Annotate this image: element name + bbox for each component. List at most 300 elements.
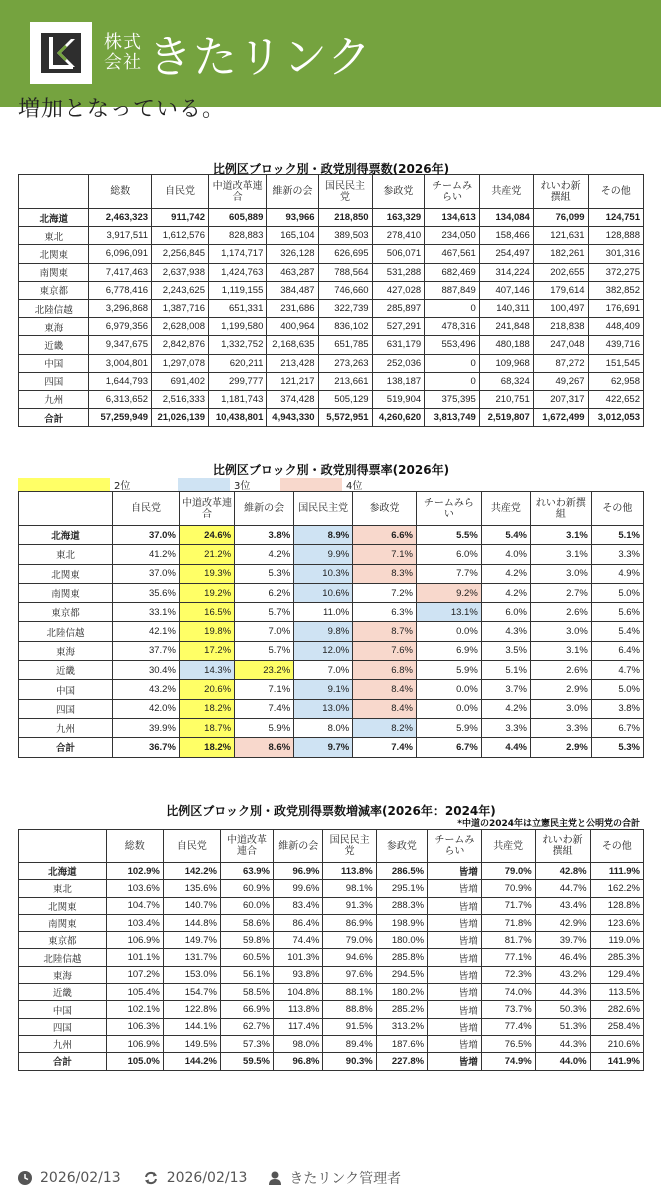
change-table	[18, 829, 644, 1071]
table-cell: 5.1%	[481, 661, 530, 680]
table-cell: 8.2%	[353, 718, 417, 737]
table-cell: 2,516,333	[152, 390, 209, 408]
table-cell: 42.0%	[113, 699, 180, 718]
table-cell: 73.7%	[481, 1001, 535, 1018]
row-label: 九州	[19, 390, 89, 408]
table-row	[19, 318, 644, 336]
table-cell: 皆増	[428, 1035, 482, 1052]
table-cell: 134,613	[425, 209, 480, 227]
table-cell: 103.4%	[106, 914, 163, 931]
legend-swatch-3rd	[178, 478, 230, 491]
table-cell: 3,004,801	[89, 354, 152, 372]
table-cell: 3.0%	[531, 564, 592, 583]
table-cell: 43.2%	[113, 680, 180, 699]
column-header: 自民党	[113, 492, 180, 526]
table-cell: 71.8%	[481, 914, 535, 931]
table-cell: 6.4%	[591, 641, 643, 660]
table-cell: 86.9%	[323, 914, 376, 931]
table-row	[19, 526, 644, 545]
table-row	[19, 545, 644, 564]
table-cell: 86.4%	[273, 914, 322, 931]
votes-table-section	[18, 160, 644, 427]
author-name: きたリンク管理者	[289, 1171, 402, 1187]
column-header	[19, 492, 113, 526]
table-cell: 60.5%	[220, 949, 273, 966]
user-icon	[269, 1171, 281, 1185]
table-cell: 106.9%	[106, 1035, 163, 1052]
table-row	[19, 245, 644, 263]
column-header	[19, 175, 89, 209]
table-row	[19, 299, 644, 317]
table-row	[19, 1001, 644, 1018]
table-cell: 5.5%	[416, 526, 481, 545]
table-cell: 皆増	[428, 932, 482, 949]
table-cell: 4.2%	[481, 699, 530, 718]
row-label: 東北	[19, 545, 113, 564]
table-cell: 44.3%	[535, 984, 590, 1001]
table-cell: 8.6%	[235, 738, 294, 757]
table-cell: 2.9%	[531, 680, 592, 699]
table-cell: 89.4%	[323, 1035, 376, 1052]
column-header: れいわ新撰組	[533, 175, 588, 209]
row-label: 九州	[19, 1035, 107, 1052]
table-cell: 144.1%	[163, 1018, 220, 1035]
table-header-row	[19, 830, 644, 863]
table-cell: 149.5%	[163, 1035, 220, 1052]
table-cell: 6,313,652	[89, 390, 152, 408]
table-cell: 12.0%	[294, 641, 353, 660]
author[interactable]	[269, 1168, 401, 1188]
table-cell: 2.7%	[531, 583, 592, 602]
column-header: 国民民主党	[318, 175, 372, 209]
table-cell: 91.5%	[323, 1018, 376, 1035]
table-cell: 20.6%	[179, 680, 234, 699]
table-cell: 79.0%	[323, 932, 376, 949]
table-cell: 227.8%	[376, 1053, 427, 1070]
column-header: れいわ新撰組	[535, 830, 590, 863]
table-cell: 299,777	[208, 372, 266, 390]
table-cell: 467,561	[425, 245, 480, 263]
table-row	[19, 699, 644, 718]
table-cell: 93,966	[267, 209, 318, 227]
row-label: 東京都	[19, 932, 107, 949]
legend-label-2nd: 2位	[114, 480, 131, 492]
table-row	[19, 641, 644, 660]
table-cell: 4.7%	[591, 661, 643, 680]
row-label: 近畿	[19, 661, 113, 680]
table-cell: 326,128	[267, 245, 318, 263]
table-cell: 2,243,625	[152, 281, 209, 299]
table-cell: 6.7%	[591, 718, 643, 737]
table-cell: 10.3%	[294, 564, 353, 583]
table-cell: 6,778,416	[89, 281, 152, 299]
table-cell: 8.0%	[294, 718, 353, 737]
column-header: チームみらい	[416, 492, 481, 526]
table-cell: 17.2%	[179, 641, 234, 660]
votes-table-title: 比例区ブロック別・政党別得票数(2026年)	[212, 162, 450, 176]
table-cell: 505,129	[318, 390, 372, 408]
table-cell: 124,751	[588, 209, 643, 227]
table-cell: 691,402	[152, 372, 209, 390]
table-cell: 16.5%	[179, 603, 234, 622]
row-label: 四国	[19, 699, 113, 718]
table-cell: 5.4%	[481, 526, 530, 545]
table-cell: 138,187	[372, 372, 425, 390]
table-cell: 37.0%	[113, 526, 180, 545]
table-cell: 400,964	[267, 318, 318, 336]
row-label: 北関東	[19, 245, 89, 263]
table-cell: 4,260,620	[372, 409, 425, 427]
table-cell: 9.9%	[294, 545, 353, 564]
table-row	[19, 409, 644, 427]
table-cell: 128,888	[588, 227, 643, 245]
table-cell: 5.1%	[591, 526, 643, 545]
table-cell: 121,631	[533, 227, 588, 245]
table-cell: 553,496	[425, 336, 480, 354]
table-cell: 9.1%	[294, 680, 353, 699]
table-cell: 6.2%	[235, 583, 294, 602]
table-cell: 506,071	[372, 245, 425, 263]
table-cell: 2,628,008	[152, 318, 209, 336]
table-cell: 234,050	[425, 227, 480, 245]
table-cell: 36.7%	[113, 738, 180, 757]
table-cell: 104.8%	[273, 984, 322, 1001]
table-cell: 2,168,635	[267, 336, 318, 354]
table-cell: 131.7%	[163, 949, 220, 966]
table-cell: 91.3%	[323, 897, 376, 914]
table-cell: 210,751	[479, 390, 533, 408]
table-cell: 50.3%	[535, 1001, 590, 1018]
table-cell: 4.3%	[481, 622, 530, 641]
table-cell: 141.9%	[590, 1053, 643, 1070]
column-header: 中道改革連合	[220, 830, 273, 863]
table-cell: 72.3%	[481, 966, 535, 983]
table-row	[19, 738, 644, 757]
row-label: 北陸信越	[19, 949, 107, 966]
table-cell: 7.2%	[353, 583, 417, 602]
table-cell: 285.3%	[590, 949, 643, 966]
table-cell: 58.6%	[220, 914, 273, 931]
table-cell: 2,637,938	[152, 263, 209, 281]
table-cell: 2.6%	[531, 661, 592, 680]
table-cell: 158,466	[479, 227, 533, 245]
table-cell: 皆増	[428, 914, 482, 931]
table-cell: 5.3%	[235, 564, 294, 583]
row-label: 東海	[19, 318, 89, 336]
table-cell: 71.7%	[481, 897, 535, 914]
table-cell: 144.8%	[163, 914, 220, 931]
table-cell: 1,119,155	[208, 281, 266, 299]
column-header: その他	[591, 492, 643, 526]
row-label: 合計	[19, 738, 113, 757]
table-cell: 13.1%	[416, 603, 481, 622]
table-cell: 5.4%	[591, 622, 643, 641]
table-cell: 2,842,876	[152, 336, 209, 354]
table-cell: 375,395	[425, 390, 480, 408]
table-row	[19, 863, 644, 880]
updated-date-text: 2026/02/13	[166, 1170, 248, 1186]
table-cell: 422,652	[588, 390, 643, 408]
site-logo-link[interactable]	[30, 22, 372, 84]
table-cell: 39.9%	[113, 718, 180, 737]
row-label: 東北	[19, 227, 89, 245]
table-cell: 44.3%	[535, 1035, 590, 1052]
table-cell: 3,012,053	[588, 409, 643, 427]
table-cell: 100,497	[533, 299, 588, 317]
table-cell: 218,850	[318, 209, 372, 227]
table-cell: 83.4%	[273, 897, 322, 914]
table-cell: 18.7%	[179, 718, 234, 737]
table-cell: 1,297,078	[152, 354, 209, 372]
row-label: 東海	[19, 641, 113, 660]
table-cell: 68,324	[479, 372, 533, 390]
clock-icon	[18, 1171, 32, 1185]
table-cell: 129.4%	[590, 966, 643, 983]
table-cell: 3,917,511	[89, 227, 152, 245]
table-row	[19, 209, 644, 227]
table-cell: 104.7%	[106, 897, 163, 914]
table-cell: 295.1%	[376, 880, 427, 897]
table-cell: 19.3%	[179, 564, 234, 583]
table-cell: 3.1%	[531, 545, 592, 564]
table-row	[19, 680, 644, 699]
table-cell: 3,813,749	[425, 409, 480, 427]
table-header-row	[19, 175, 644, 209]
table-cell: 285.2%	[376, 1001, 427, 1018]
table-cell: 3.3%	[481, 718, 530, 737]
change-table-title: 比例区ブロック別・政党別得票数増減率(2026年：2024年)	[166, 804, 496, 818]
table-cell: 5,572,951	[318, 409, 372, 427]
table-row	[19, 914, 644, 931]
table-cell: 384,487	[267, 281, 318, 299]
table-cell: 163,329	[372, 209, 425, 227]
column-header: 共産党	[481, 492, 530, 526]
table-cell: 285,897	[372, 299, 425, 317]
table-cell: 3.3%	[531, 718, 592, 737]
table-cell: 123.6%	[590, 914, 643, 931]
row-label: 九州	[19, 718, 113, 737]
table-cell: 19.8%	[179, 622, 234, 641]
table-cell: 286.5%	[376, 863, 427, 880]
column-header: 維新の会	[235, 492, 294, 526]
table-cell: 1,199,580	[208, 318, 266, 336]
table-cell: 51.3%	[535, 1018, 590, 1035]
table-cell: 77.4%	[481, 1018, 535, 1035]
table-cell: 0	[425, 354, 480, 372]
table-cell: 5.0%	[591, 680, 643, 699]
table-cell: 682,469	[425, 263, 480, 281]
table-cell: 66.9%	[220, 1001, 273, 1018]
row-label: 北関東	[19, 564, 113, 583]
table-cell: 103.6%	[106, 880, 163, 897]
table-cell: 3.8%	[591, 699, 643, 718]
table-cell: 37.0%	[113, 564, 180, 583]
table-cell: 0.0%	[416, 680, 481, 699]
table-cell: 99.6%	[273, 880, 322, 897]
row-label: 北海道	[19, 209, 89, 227]
table-cell: 153.0%	[163, 966, 220, 983]
table-cell: 117.4%	[273, 1018, 322, 1035]
table-cell: 113.8%	[323, 863, 376, 880]
table-cell: 3.1%	[531, 641, 592, 660]
table-cell: 372,275	[588, 263, 643, 281]
table-cell: 122.8%	[163, 1001, 220, 1018]
table-cell: 182,261	[533, 245, 588, 263]
table-cell: 1,612,576	[152, 227, 209, 245]
table-cell: 626,695	[318, 245, 372, 263]
table-cell: 18.2%	[179, 738, 234, 757]
table-cell: 18.2%	[179, 699, 234, 718]
table-cell: 76.5%	[481, 1035, 535, 1052]
table-cell: 41.2%	[113, 545, 180, 564]
table-cell: 142.2%	[163, 863, 220, 880]
table-cell: 7.4%	[353, 738, 417, 757]
table-cell: 10,438,801	[208, 409, 266, 427]
table-cell: 13.0%	[294, 699, 353, 718]
row-label: 北海道	[19, 526, 113, 545]
table-cell: 5.3%	[591, 738, 643, 757]
row-label: 北陸信越	[19, 299, 89, 317]
table-cell: 887,849	[425, 281, 480, 299]
table-cell: 828,883	[208, 227, 266, 245]
table-cell: 273,263	[318, 354, 372, 372]
column-header: 総数	[106, 830, 163, 863]
table-row	[19, 227, 644, 245]
table-cell: 282.6%	[590, 1001, 643, 1018]
table-cell: 7.4%	[235, 699, 294, 718]
table-cell: 3.7%	[481, 680, 530, 699]
table-cell: 198.9%	[376, 914, 427, 931]
table-cell: 98.1%	[323, 880, 376, 897]
table-cell: 4.4%	[481, 738, 530, 757]
row-label: 南関東	[19, 263, 89, 281]
table-cell: 4.2%	[481, 583, 530, 602]
table-cell: 218,838	[533, 318, 588, 336]
table-cell: 59.5%	[220, 1053, 273, 1070]
table-cell: 皆増	[428, 966, 482, 983]
table-cell: 5.7%	[235, 603, 294, 622]
table-cell: 49,267	[533, 372, 588, 390]
refresh-icon	[143, 1171, 159, 1185]
table-cell: 106.9%	[106, 932, 163, 949]
table-row	[19, 281, 644, 299]
table-cell: 463,287	[267, 263, 318, 281]
table-cell: 389,503	[318, 227, 372, 245]
column-header: れいわ新撰組	[531, 492, 592, 526]
row-label: 近畿	[19, 984, 107, 1001]
table-cell: 70.9%	[481, 880, 535, 897]
column-header: 総数	[89, 175, 152, 209]
column-header: 自民党	[163, 830, 220, 863]
table-cell: 6.9%	[416, 641, 481, 660]
row-label: 中国	[19, 1001, 107, 1018]
column-header: 共産党	[479, 175, 533, 209]
published-date-text: 2026/02/13	[40, 1170, 121, 1186]
published-date	[18, 1170, 121, 1186]
table-cell: 9.2%	[416, 583, 481, 602]
table-cell: 527,291	[372, 318, 425, 336]
table-cell: 96.9%	[273, 863, 322, 880]
row-label: 東海	[19, 966, 107, 983]
table-cell: 0.0%	[416, 622, 481, 641]
column-header: 維新の会	[267, 175, 318, 209]
table-cell: 62,958	[588, 372, 643, 390]
table-cell: 105.4%	[106, 984, 163, 1001]
column-header: 国民民主党	[323, 830, 376, 863]
table-cell: 5.9%	[416, 661, 481, 680]
table-cell: 231,686	[267, 299, 318, 317]
column-header: チームみらい	[425, 175, 480, 209]
table-cell: 7.1%	[235, 680, 294, 699]
table-cell: 0	[425, 299, 480, 317]
table-cell: 96.8%	[273, 1053, 322, 1070]
table-cell: 519,904	[372, 390, 425, 408]
legend-swatch-2nd	[18, 478, 110, 491]
table-cell: 7,417,463	[89, 263, 152, 281]
table-cell: 90.3%	[323, 1053, 376, 1070]
table-cell: 151,545	[588, 354, 643, 372]
table-cell: 19.2%	[179, 583, 234, 602]
table-cell: 59.8%	[220, 932, 273, 949]
table-cell: 62.7%	[220, 1018, 273, 1035]
table-cell: 651,331	[208, 299, 266, 317]
row-label: 東北	[19, 880, 107, 897]
table-cell: 111.9%	[590, 863, 643, 880]
table-cell: 8.9%	[294, 526, 353, 545]
table-cell: 88.1%	[323, 984, 376, 1001]
table-cell: 313.2%	[376, 1018, 427, 1035]
table-row	[19, 661, 644, 680]
table-cell: 154.7%	[163, 984, 220, 1001]
legend-label-4th: 4位	[346, 480, 363, 492]
table-cell: 5.0%	[591, 583, 643, 602]
table-row	[19, 949, 644, 966]
table-cell: 44.0%	[535, 1053, 590, 1070]
table-cell: 74.9%	[481, 1053, 535, 1070]
table-cell: 皆増	[428, 949, 482, 966]
column-header: 中道改革連合	[179, 492, 234, 526]
company-type	[104, 33, 142, 73]
table-cell: 0.0%	[416, 699, 481, 718]
table-cell: 2,519,807	[479, 409, 533, 427]
table-cell: 620,211	[208, 354, 266, 372]
table-cell: 314,224	[479, 263, 533, 281]
post-meta	[18, 1168, 423, 1188]
table-cell: 247,048	[533, 336, 588, 354]
table-cell: 2.6%	[531, 603, 592, 622]
table-cell: 207,317	[533, 390, 588, 408]
table-cell: 81.7%	[481, 932, 535, 949]
table-cell: 6.3%	[353, 603, 417, 622]
table-cell: 37.7%	[113, 641, 180, 660]
table-cell: 113.5%	[590, 984, 643, 1001]
table-cell: 106.3%	[106, 1018, 163, 1035]
table-cell: 1,387,716	[152, 299, 209, 317]
row-label: 近畿	[19, 336, 89, 354]
table-row	[19, 622, 644, 641]
table-cell: 285.8%	[376, 949, 427, 966]
share-table	[18, 491, 644, 758]
table-cell: 179,614	[533, 281, 588, 299]
table-cell: 105.0%	[106, 1053, 163, 1070]
table-cell: 60.9%	[220, 880, 273, 897]
table-cell: 63.9%	[220, 863, 273, 880]
table-cell: 皆増	[428, 863, 482, 880]
table-cell: 4.2%	[235, 545, 294, 564]
table-cell: 皆増	[428, 1053, 482, 1070]
change-table-note: *中道の2024年は立憲民主党と公明党の合計	[457, 819, 640, 829]
votes-table	[18, 174, 644, 427]
